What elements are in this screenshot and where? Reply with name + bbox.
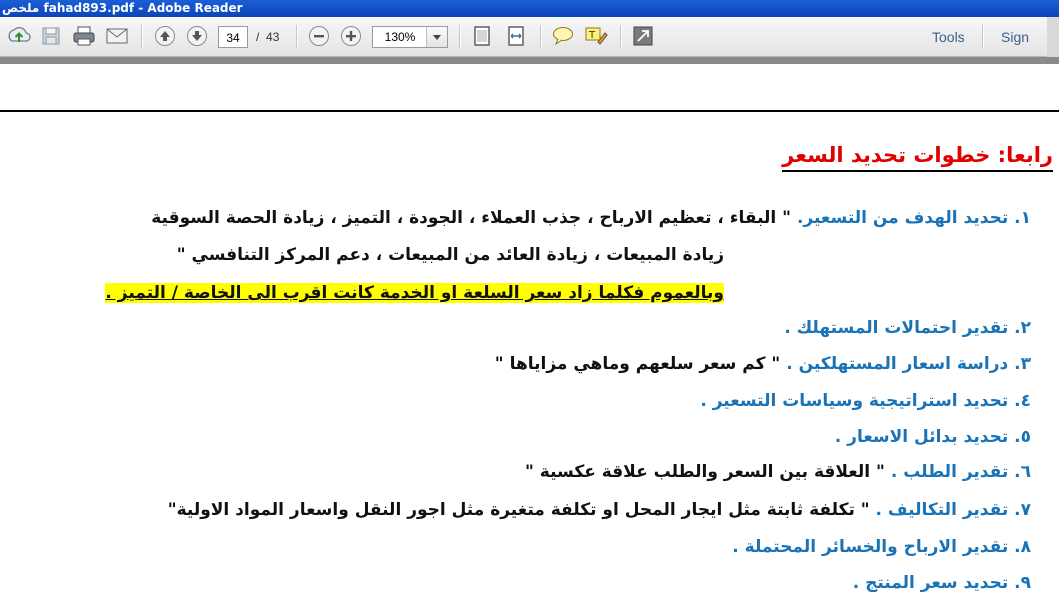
list-item (495, 352, 1031, 376)
toolbar (0, 17, 1059, 57)
save-icon[interactable] (38, 23, 64, 49)
page-total (256, 26, 279, 48)
page-heading: رابعا: خطوات تحديد السعر (782, 142, 1053, 172)
highlight-text: وبالعموم فكلما زاد سعر السلعة او الخدمة كانت اقرب الى الخاصة / التميز . (105, 283, 724, 303)
prev-page-icon[interactable] (152, 23, 178, 49)
item-title: تقدير الارباح والخسائر المحتملة . (732, 537, 1009, 557)
window-titlebar (0, 0, 1059, 17)
page-separator-line (0, 110, 1059, 112)
item-title: تقدير احتمالات المستهلك . (784, 318, 1009, 338)
toolbar-edge (1047, 17, 1059, 57)
item-number: ٥. (1014, 427, 1031, 447)
sign-button[interactable]: Sign (1001, 29, 1030, 45)
comment-icon[interactable] (550, 23, 576, 49)
item-number: ٣. (1014, 354, 1031, 374)
item-title: تقدير التكاليف . (875, 500, 1009, 520)
item-title: دراسة اسعار المستهلكين . (786, 354, 1009, 374)
item-number: ٩. (1014, 573, 1031, 593)
next-page-icon[interactable] (184, 23, 210, 49)
item-title: تحديد سعر المنتج . (852, 573, 1009, 593)
list-item (525, 460, 1031, 484)
zoom-value: 130% (384, 30, 416, 44)
upload-icon[interactable] (6, 23, 32, 49)
item-number: ٧. (1014, 500, 1031, 520)
list-item-continuation: زيادة المبيعات ، زيادة العائد من المبيعات ، دعم المركز التنافسي " (176, 245, 724, 265)
fit-width-icon[interactable] (503, 23, 529, 49)
highlight-text-icon[interactable] (583, 23, 609, 49)
fit-page-icon[interactable] (469, 23, 495, 49)
chevron-down-icon[interactable] (426, 27, 447, 47)
item-title: تقدير الطلب . (890, 462, 1009, 482)
item-title: تحديد الهدف من التسعير. (796, 208, 1009, 228)
page-separator: / (256, 30, 260, 44)
page-total-value: 43 (266, 30, 280, 44)
svg-text:T: T (589, 30, 596, 41)
item-title: تحديد بدائل الاسعار . (834, 427, 1009, 447)
item-number: ٨. (1014, 537, 1031, 557)
item-title: تحديد استراتيجية وسياسات التسعير . (700, 391, 1009, 411)
list-item (700, 389, 1031, 413)
list-item (151, 206, 1031, 230)
highlighted-note (105, 281, 724, 305)
item-number: ٤. (1014, 391, 1031, 411)
zoom-select[interactable] (372, 26, 448, 48)
list-item (732, 535, 1031, 559)
list-item (835, 425, 1031, 449)
list-item (853, 571, 1031, 595)
item-body: " البقاء ، تعظيم الارباح ، جذب العملاء ، الجودة ، التميز ، زيادة الحصة السوقية (151, 208, 792, 228)
window-title: fahad893.pdf - Adobe Reader (39, 1, 243, 15)
item-number: ٢. (1014, 318, 1031, 338)
page-number-input[interactable]: 34 (218, 26, 248, 48)
window-title-arabic: ملخص (2, 1, 40, 15)
tools-button[interactable]: Tools (932, 29, 965, 45)
email-icon[interactable] (104, 23, 130, 49)
item-body: " كم سعر سلعهم وماهي مزاياها " (494, 354, 781, 374)
item-body: " تكلفة ثابتة مثل ايجار المحل او تكلفة متغيرة مثل اجور النقل واسعار المواد الاولية" (167, 500, 870, 520)
zoom-in-icon[interactable] (338, 23, 364, 49)
fullscreen-icon[interactable] (630, 23, 656, 49)
print-icon[interactable] (71, 23, 97, 49)
item-number: ٦. (1014, 462, 1031, 482)
list-item (784, 316, 1031, 340)
document-top-border (0, 57, 1059, 64)
list-item (168, 498, 1031, 522)
zoom-out-icon[interactable] (306, 23, 332, 49)
item-body: " العلاقة بين السعر والطلب علاقة عكسية " (525, 462, 885, 482)
item-number: ١. (1014, 208, 1031, 228)
